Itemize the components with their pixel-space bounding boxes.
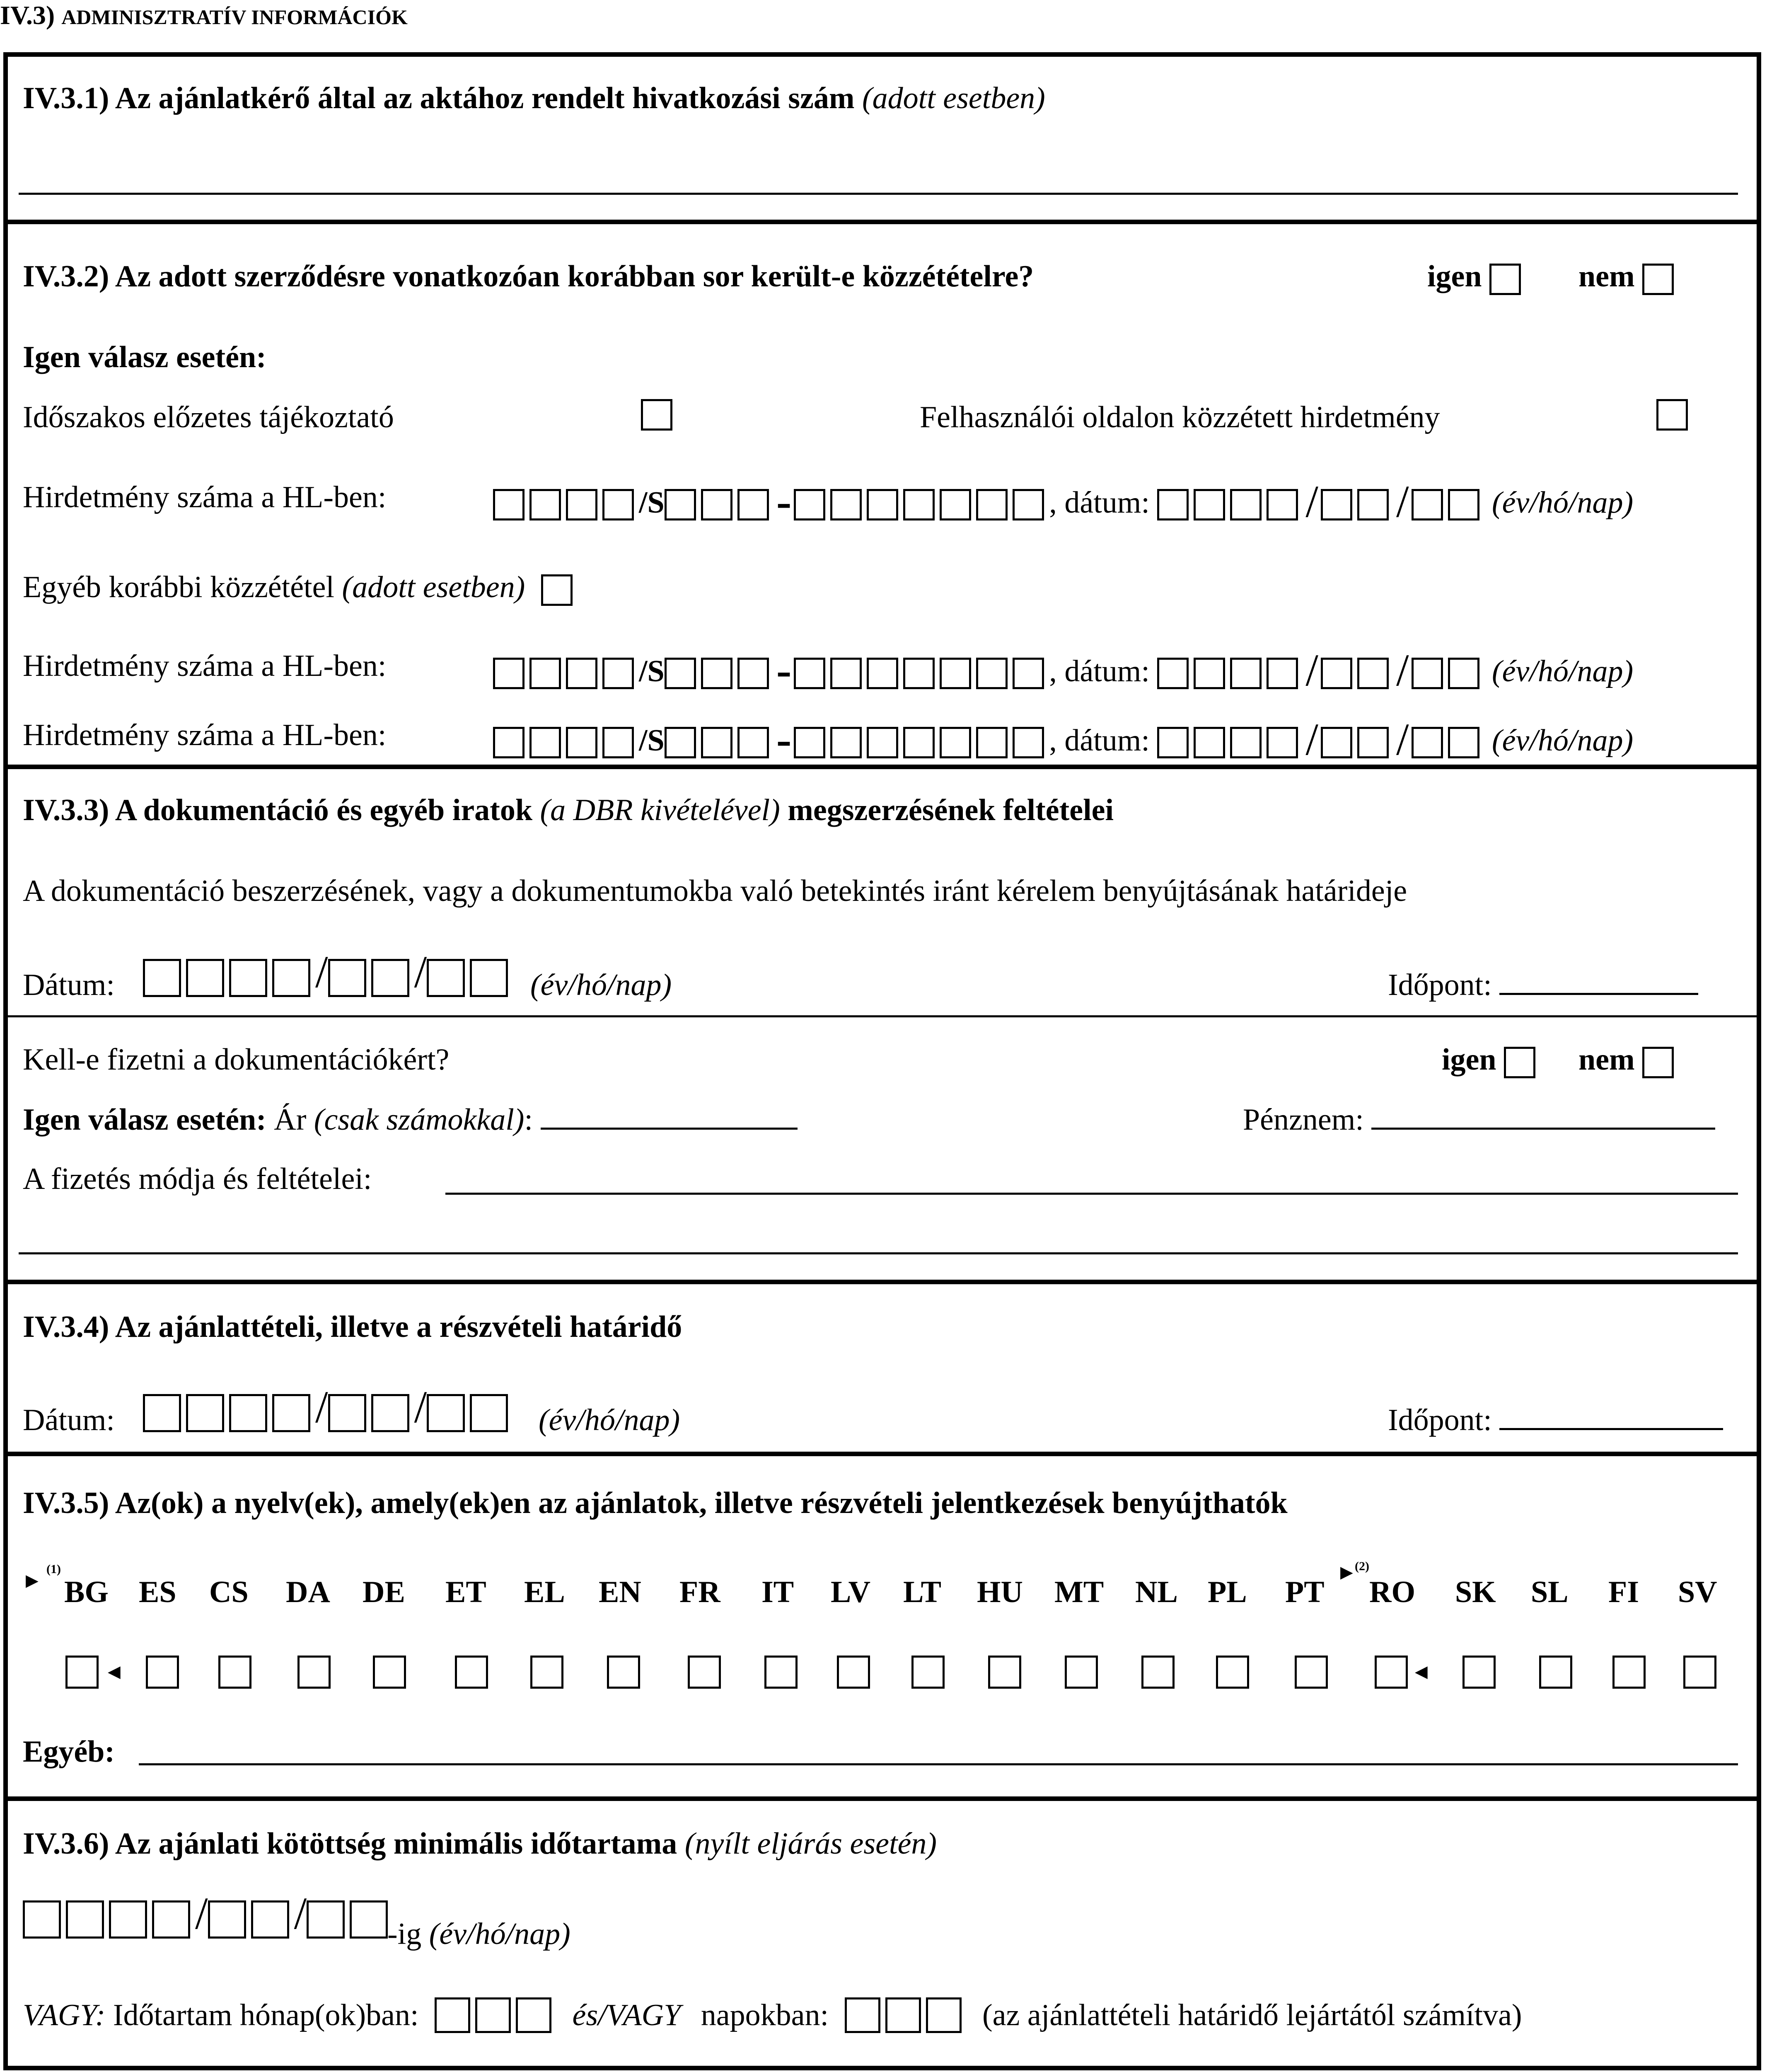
- divider: [3, 1015, 1761, 1017]
- s3-date-day[interactable]: [427, 951, 513, 997]
- arrow-right-icon: ▶: [1340, 1563, 1353, 1581]
- divider: [3, 1280, 1761, 1284]
- s3-time: Időpont:: [1388, 970, 1698, 1000]
- payment-terms-field[interactable]: [445, 1193, 1738, 1195]
- s3-date: Dátum: / / (év/hó/nap): [23, 946, 672, 1002]
- s6-date-day[interactable]: [307, 1893, 393, 1939]
- s6-date-month[interactable]: [208, 1893, 294, 1939]
- lang-checkbox[interactable]: [1141, 1656, 1175, 1689]
- divider: [3, 765, 1761, 769]
- notice-series-boxes[interactable]: [665, 658, 774, 689]
- s6-duration: VAGY: Időtartam hónap(ok)ban: és/VAGY napokban: (az ajánlattételi határidő lejártától számítva): [23, 1998, 1522, 2032]
- s4-time: Időpont:: [1388, 1405, 1723, 1435]
- s4-date-day[interactable]: [427, 1387, 513, 1432]
- s3-deadline: A dokumentáció beszerzésének, vagy a dokumentumokba való betekintés iránt kérelem benyújtásának határideje: [23, 874, 1407, 908]
- s3-price: Igen válasz esetén: Ár (csak számokkal):: [23, 1104, 798, 1135]
- s4-heading: IV.3.4) Az ajánlattételi, illetve a részvételi határidő: [23, 1310, 682, 1344]
- lang-checkbox[interactable]: [688, 1656, 721, 1689]
- notice-number-boxes[interactable]: [794, 727, 1049, 758]
- notice-number-boxes[interactable]: [794, 658, 1049, 689]
- lang-checkbox[interactable]: [1375, 1656, 1408, 1689]
- price-field[interactable]: [541, 1128, 798, 1130]
- lang-checkbox[interactable]: [988, 1656, 1021, 1689]
- s4-date-year[interactable]: [143, 1387, 315, 1432]
- lang-label: BG: [64, 1575, 109, 1609]
- notice-year-boxes[interactable]: [493, 489, 639, 520]
- payment-terms-field-2[interactable]: [19, 1252, 1738, 1254]
- lang-label: DA: [286, 1575, 330, 1609]
- s3-heading: IV.3.3) A dokumentáció és egyéb iratok (a DBR kivételével) megszerzésének feltételei: [23, 793, 1114, 827]
- notice-row-2: Hirdetmény száma a HL-ben: /S - , dátum: / / (év/hó/nap): [23, 645, 1634, 695]
- lang-label: ET: [445, 1575, 486, 1609]
- s6-heading: IV.3.6) Az ajánlati kötöttség minimális időtartama (nyílt eljárás esetén): [23, 1827, 937, 1861]
- lang-checkbox[interactable]: [373, 1656, 406, 1689]
- lang-label: IT: [761, 1575, 794, 1609]
- notice-date-month[interactable]: [1321, 727, 1394, 758]
- lang-label: MT: [1054, 1575, 1104, 1609]
- lang-label: PL: [1208, 1575, 1247, 1609]
- s3-currency: Pénznem:: [1243, 1104, 1715, 1135]
- lang-checkbox[interactable]: [911, 1656, 945, 1689]
- lang-checkbox[interactable]: [1065, 1656, 1098, 1689]
- currency-field[interactable]: [1371, 1128, 1715, 1130]
- s2-if-yes: Igen válasz esetén:: [23, 340, 266, 374]
- notice-series-boxes[interactable]: [665, 489, 774, 520]
- lang-label: FR: [679, 1575, 720, 1609]
- lang-label: EL: [524, 1575, 565, 1609]
- arrow-right-icon: ▶: [26, 1571, 39, 1590]
- lang-checkbox[interactable]: [1612, 1656, 1646, 1689]
- notice-row-3: Hirdetmény száma a HL-ben: /S - , dátum: / / (év/hó/nap): [23, 714, 1634, 765]
- notice-date-day[interactable]: [1412, 727, 1484, 758]
- s2-no-checkbox[interactable]: [1642, 264, 1674, 295]
- lang-checkbox[interactable]: [1462, 1656, 1496, 1689]
- other-publication-checkbox[interactable]: [541, 574, 573, 606]
- lang-label: NL: [1135, 1575, 1178, 1609]
- notice-series-boxes[interactable]: [665, 727, 774, 758]
- lang-label: DE: [363, 1575, 405, 1609]
- footnote-ref: (1): [46, 1562, 61, 1576]
- reference-number-field[interactable]: [19, 193, 1738, 195]
- lang-checkbox[interactable]: [837, 1656, 870, 1689]
- other-language-field[interactable]: [139, 1763, 1738, 1765]
- notice-date-year[interactable]: [1157, 658, 1303, 689]
- footnote-ref: (2): [1355, 1559, 1369, 1573]
- lang-checkbox[interactable]: [1539, 1656, 1572, 1689]
- lang-checkbox[interactable]: [455, 1656, 488, 1689]
- notice-date-year[interactable]: [1157, 727, 1303, 758]
- lang-checkbox[interactable]: [607, 1656, 640, 1689]
- lang-label: LV: [831, 1575, 871, 1609]
- lang-checkbox[interactable]: [218, 1656, 251, 1689]
- lang-label: SK: [1455, 1575, 1496, 1609]
- notice-date-month[interactable]: [1321, 489, 1394, 520]
- lang-label: EN: [599, 1575, 641, 1609]
- section-title: IV.3) ADMINISZTRATÍV INFORMÁCIÓK: [0, 0, 408, 30]
- pin-label: Időszakos előzetes tájékoztató: [23, 400, 394, 434]
- s3-no-checkbox[interactable]: [1642, 1047, 1674, 1078]
- s3-payable: Kell-e fizetni a dokumentációkért?: [23, 1043, 450, 1077]
- s3-no: nem: [1578, 1044, 1674, 1078]
- notice-date-day[interactable]: [1412, 489, 1484, 520]
- lang-checkbox[interactable]: [297, 1656, 331, 1689]
- s3-date-year[interactable]: [143, 951, 315, 997]
- lang-label: SL: [1531, 1575, 1569, 1609]
- buyer-profile-checkbox[interactable]: [1656, 399, 1688, 431]
- lang-checkbox[interactable]: [1683, 1656, 1716, 1689]
- lang-label: LT: [903, 1575, 941, 1609]
- notice-year-boxes[interactable]: [493, 658, 639, 689]
- s1-heading: IV.3.1) Az ajánlatkérő által az aktához rendelt hivatkozási szám (adott esetben): [23, 81, 1045, 115]
- s4-date: Dátum: / / (év/hó/nap): [23, 1382, 680, 1437]
- s3-terms: A fizetés módja és feltételei:: [23, 1162, 372, 1196]
- notice-date-day[interactable]: [1412, 658, 1484, 689]
- pin-checkbox[interactable]: [641, 399, 672, 431]
- arrow-left-icon: ◀: [1415, 1662, 1428, 1681]
- s5-heading: IV.3.5) Az(ok) a nyelv(ek), amely(ek)en az ajánlatok, illetve részvételi jelentkezések benyújthatók: [23, 1486, 1288, 1520]
- lang-label: CS: [209, 1575, 249, 1609]
- s3-yes: igen: [1442, 1044, 1535, 1078]
- lang-label: FI: [1608, 1575, 1639, 1609]
- s2-no: nem: [1578, 261, 1674, 295]
- s4-date-month[interactable]: [328, 1387, 414, 1432]
- notice-date-month[interactable]: [1321, 658, 1394, 689]
- divider: [3, 1796, 1761, 1801]
- buyer-profile-label: Felhasználói oldalon közzétett hirdetmény: [920, 400, 1440, 434]
- days-boxes[interactable]: [845, 1997, 967, 2033]
- lang-checkbox[interactable]: [1216, 1656, 1249, 1689]
- s6-date-year[interactable]: [23, 1893, 195, 1939]
- lang-checkbox[interactable]: [65, 1656, 99, 1689]
- months-boxes[interactable]: [435, 1997, 556, 2033]
- s2-yes-checkbox[interactable]: [1489, 264, 1521, 295]
- other-publication: Egyéb korábbi közzététel (adott esetben): [23, 572, 573, 606]
- lang-label: HU: [977, 1575, 1023, 1609]
- s4-time-field[interactable]: [1499, 1428, 1723, 1430]
- s2-yes: igen: [1427, 261, 1521, 295]
- divider: [3, 220, 1761, 224]
- lang-label: SV: [1678, 1575, 1717, 1609]
- lang-label: RO: [1369, 1575, 1415, 1609]
- s3-time-field[interactable]: [1499, 993, 1698, 995]
- lang-label: ES: [139, 1575, 176, 1609]
- s5-other: Egyéb:: [23, 1735, 115, 1769]
- s3-yes-checkbox[interactable]: [1504, 1047, 1535, 1078]
- lang-checkbox[interactable]: [764, 1656, 798, 1689]
- s3-date-month[interactable]: [328, 951, 414, 997]
- lang-checkbox[interactable]: [530, 1656, 563, 1689]
- divider: [3, 1452, 1761, 1456]
- notice-number-boxes[interactable]: [794, 489, 1049, 520]
- lang-label: PT: [1285, 1575, 1325, 1609]
- notice-row-1: Hirdetmény száma a HL-ben: /S - , dátum: / / (év/hó/nap): [23, 476, 1634, 527]
- notice-year-boxes[interactable]: [493, 727, 639, 758]
- arrow-left-icon: ◀: [108, 1662, 121, 1681]
- lang-checkbox[interactable]: [146, 1656, 179, 1689]
- lang-checkbox[interactable]: [1295, 1656, 1328, 1689]
- notice-date-year[interactable]: [1157, 489, 1303, 520]
- s2-heading: IV.3.2) Az adott szerződésre vonatkozóan korábban sor került-e közzétételre?: [23, 259, 1034, 293]
